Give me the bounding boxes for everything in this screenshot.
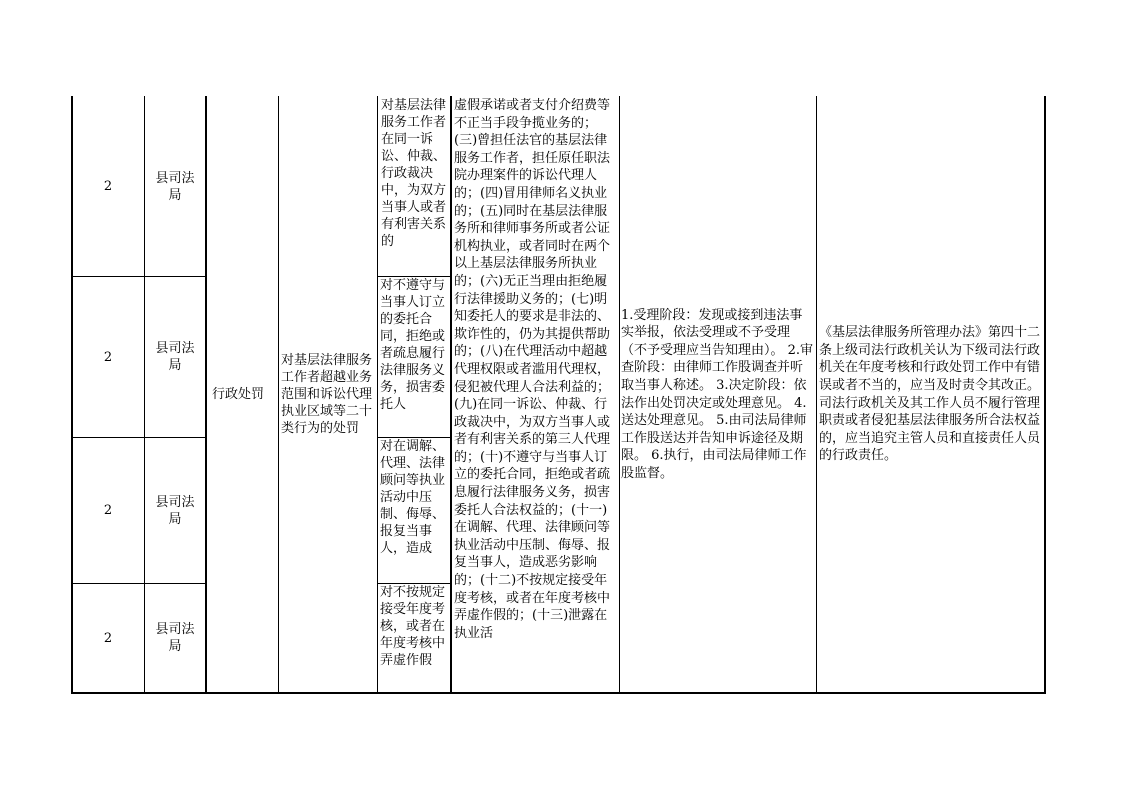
sub-item-cell: 对不遵守与当事人订立的委托合同，拒绝或者疏息履行法律服务义务，损害委托人 xyxy=(380,278,446,412)
grid-line xyxy=(816,96,817,693)
row-number: 2 xyxy=(103,179,113,194)
grid-line xyxy=(71,692,1046,694)
main-item-cell xyxy=(281,97,376,692)
supervision-text: 《基层法律服务所管理办法》第四十二条上级司法行政机关认为下级司法行政机关在年度考核和行政处罚工作中有错误或者不当的，应当及时责令其改正。 司法行政机关及其工作人员不履行管理职责或者侵犯基层法律服务所合法权益的，应当追究主管人员和直接责任人员的行政责任。 xyxy=(819,325,1041,464)
row-number: 2 xyxy=(103,630,113,646)
grid-line xyxy=(619,96,620,693)
category-label: 行政处罚 xyxy=(212,387,265,402)
main-item-text: 对基层法律服务工作者超越业务范围和诉讼代理执业区域等二十类行为的处罚 xyxy=(281,353,373,436)
department-label: 县司法局 xyxy=(155,341,195,373)
grid-line xyxy=(450,96,452,693)
procedure-text: 1.受理阶段：发现或接到违法事实举报，依法受理或不予受理（不予受理应当告知理由）。 2.审查阶段：由律师工作股调查并听取当事人称述。 3.决定阶段：依法作出处罚决定或处理意见。 4.送达处理意见。 5.由司法局律师工作股送达并告知申诉途径及期限。 6.执行，由司法局律师工作股监督。 xyxy=(621,307,814,481)
sub-item-cell: 对基层法律服务工作者在同一诉讼、仲裁、行政裁决中，为双方当事人或者有利害关系的 xyxy=(381,98,447,249)
department-cell xyxy=(145,584,205,692)
basis-cell: 虚假承诺或者支付介绍费等不正当手段争揽业务的；(三)曾担任法官的基层法律服务工作者，担任原任职法院办理案件的诉讼代理人的；(四)冒用律师名义执业的；(五)同时在基层法律服务所和律师事务所或者公证机构执业，或者同时在两个以上基层法律服务所执业的；(六)无正当理由拒绝履行法律援助义务的；(七)明知委托人的要求是非法的、欺诈性的，仍为其提供帮助的；(八)在代理活动中超越代理权限或者滥用代理权，侵犯被代理人合法利益的；(九)在同一诉讼、仲裁、行政裁决中，为双方当事人或者有利害关系的第三人代理的；(十)不遵守与当事人订立的委托合同，拒绝或者疏息履行法律服务义务，损害委托人合法权益的；(十一)在调解、代理、法律顾问等执业活动中压制、侮辱、报复当事人，造成恶劣影响的；(十二)不按规定接受年度考核，或者在年度考核中弄虚作假的；(十三)泄露在执业活 xyxy=(454,98,611,641)
grid-line xyxy=(278,96,279,693)
grid-line xyxy=(1044,96,1046,693)
category-cell xyxy=(212,97,278,692)
department-cell xyxy=(145,277,205,437)
department-label: 县司法局 xyxy=(155,622,195,654)
department-label: 县司法局 xyxy=(155,170,195,203)
row-number: 2 xyxy=(103,349,113,365)
department-label: 县司法局 xyxy=(155,494,195,527)
procedure-cell xyxy=(621,97,814,692)
supervision-cell xyxy=(819,97,1041,692)
department-cell xyxy=(145,97,205,276)
grid-line xyxy=(205,96,207,693)
row-number: 2 xyxy=(103,503,113,518)
department-cell xyxy=(145,438,205,583)
sub-item-cell: 对不按规定接受年度考核，或者在年度考核中弄虚作假 xyxy=(380,585,446,668)
sub-item-cell: 对在调解、代理、法律顾问等执业活动中压制、侮辱、报复当事人，造成 xyxy=(380,439,446,556)
grid-line xyxy=(377,96,378,693)
